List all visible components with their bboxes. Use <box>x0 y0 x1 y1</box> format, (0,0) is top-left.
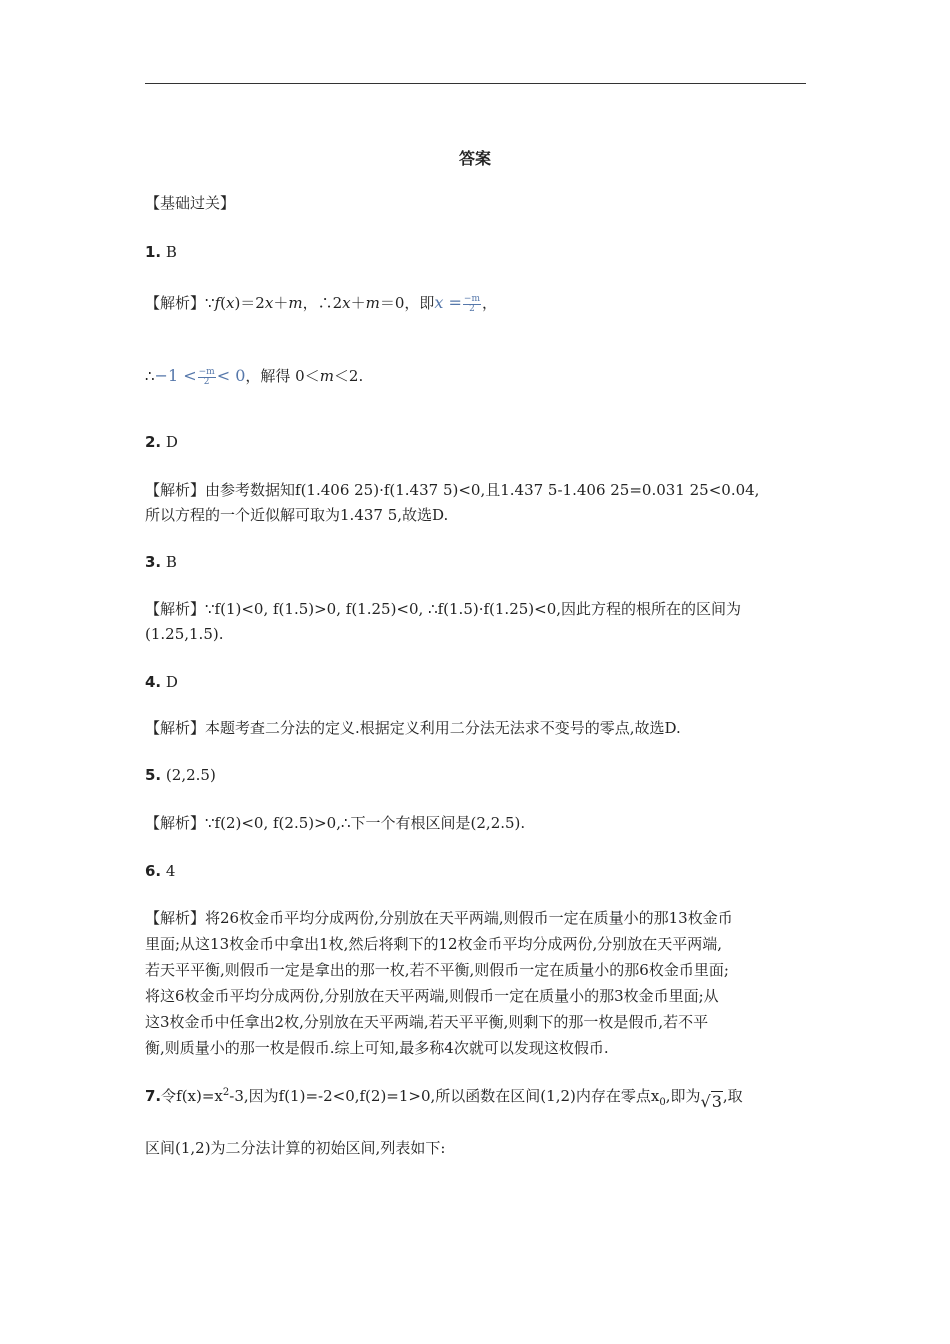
answer-6 <box>145 861 175 881</box>
fraction: $\frac{-m}{2}$ <box>198 366 215 387</box>
answer-value: D <box>165 433 178 451</box>
analysis-2-cont: 所以方程的一个近似解可取为1.437 5,故选D. <box>145 506 449 524</box>
analysis-3: 【解析】∵f(1)<0, f(1.5)>0, f(1.25)<0, ∴f(1.5)·f(1.25)<0,因此方程的根所在的区间为 <box>145 600 742 618</box>
item-number: 2. <box>145 433 162 451</box>
fraction: $\frac{-m}{2}$ <box>463 293 480 314</box>
analysis-1-cont: ∴−1 < $\frac{-m}{2}$ < 0，解得 0＜m＜2. <box>145 366 364 387</box>
analysis-6: 【解析】将26枚金币平均分成两份,分别放在天平两端,则假币一定在质量小的那13枚金币 <box>145 909 733 927</box>
analysis-4: 【解析】本题考查二分法的定义.根据定义利用二分法无法求不变号的零点,故选D. <box>145 719 681 737</box>
item-number: 7. <box>145 1087 162 1105</box>
formula-x: x = <box>434 293 462 312</box>
analysis-6-cont: 里面;从这13枚金币中拿出1枚,然后将剩下的12枚金币平均分成两份,分别放在天平两端, <box>145 935 723 953</box>
solution-7-cont: 区间(1,2)为二分法计算的初始区间,列表如下: <box>145 1139 446 1157</box>
item-number: 3. <box>145 553 162 571</box>
analysis-label: 【解析】 <box>145 294 206 312</box>
answer-5 <box>145 765 216 785</box>
header-rule <box>145 83 806 84</box>
item-number: 6. <box>145 862 162 880</box>
answer-4 <box>145 672 178 692</box>
sqrt-symbol: √3 <box>700 1092 722 1111</box>
analysis-5: 【解析】∵f(2)<0, f(2.5)>0,∴下一个有根区间是(2,2.5). <box>145 814 526 832</box>
analysis-1: 【解析】∵f(x)＝2x＋m，∴2x＋m＝0，即x = $\frac{-m}{2}$ ， <box>145 293 497 314</box>
analysis-label: 【解析】 <box>145 600 206 618</box>
item-number: 5. <box>145 766 162 784</box>
answer-3 <box>145 552 177 572</box>
answer-value: 4 <box>165 862 176 880</box>
solution-7: 7.令$f(x)=x^2-3$,因为f(1)=-2<0,f(2)=1>0,所以函数在区间(1,2)内存在零点$x_0$,即为√3,取 <box>145 1087 743 1111</box>
analysis-6-cont: 若天平平衡,则假币一定是拿出的那一枚,若不平衡,则假币一定在质量小的那6枚金币里面; <box>145 961 729 979</box>
analysis-label: 【解析】 <box>145 719 206 737</box>
answer-value: (2,2.5) <box>165 766 216 784</box>
analysis-label: 【解析】 <box>145 909 206 927</box>
analysis-2: 【解析】由参考数据知f(1.406 25)·f(1.437 5)<0,且1.437 5-1.406 25=0.031 25<0.04, <box>145 481 760 499</box>
analysis-6-cont: 这3枚金币中任拿出2枚,分别放在天平两端,若天平平衡,则剩下的那一枚是假币,若不平 <box>145 1013 709 1031</box>
item-number: 4. <box>145 673 162 691</box>
page-title: 答案 <box>458 149 491 168</box>
analysis-label: 【解析】 <box>145 481 206 499</box>
analysis-label: 【解析】 <box>145 814 206 832</box>
answer-1 <box>145 242 177 262</box>
item-number: 1. <box>145 243 162 261</box>
section-heading: 【基础过关】 <box>145 194 236 212</box>
answer-value: B <box>165 243 177 261</box>
analysis-6-cont: 将这6枚金币平均分成两份,分别放在天平两端,则假币一定在质量小的那3枚金币里面;从 <box>145 987 719 1005</box>
answer-value: D <box>165 673 178 691</box>
answer-value: B <box>165 553 177 571</box>
answer-2 <box>145 432 178 452</box>
analysis-6-cont: 衡,则质量小的那一枚是假币.综上可知,最多称4次就可以发现这枚假币. <box>145 1039 609 1057</box>
analysis-3-cont: (1.25,1.5). <box>145 625 224 643</box>
